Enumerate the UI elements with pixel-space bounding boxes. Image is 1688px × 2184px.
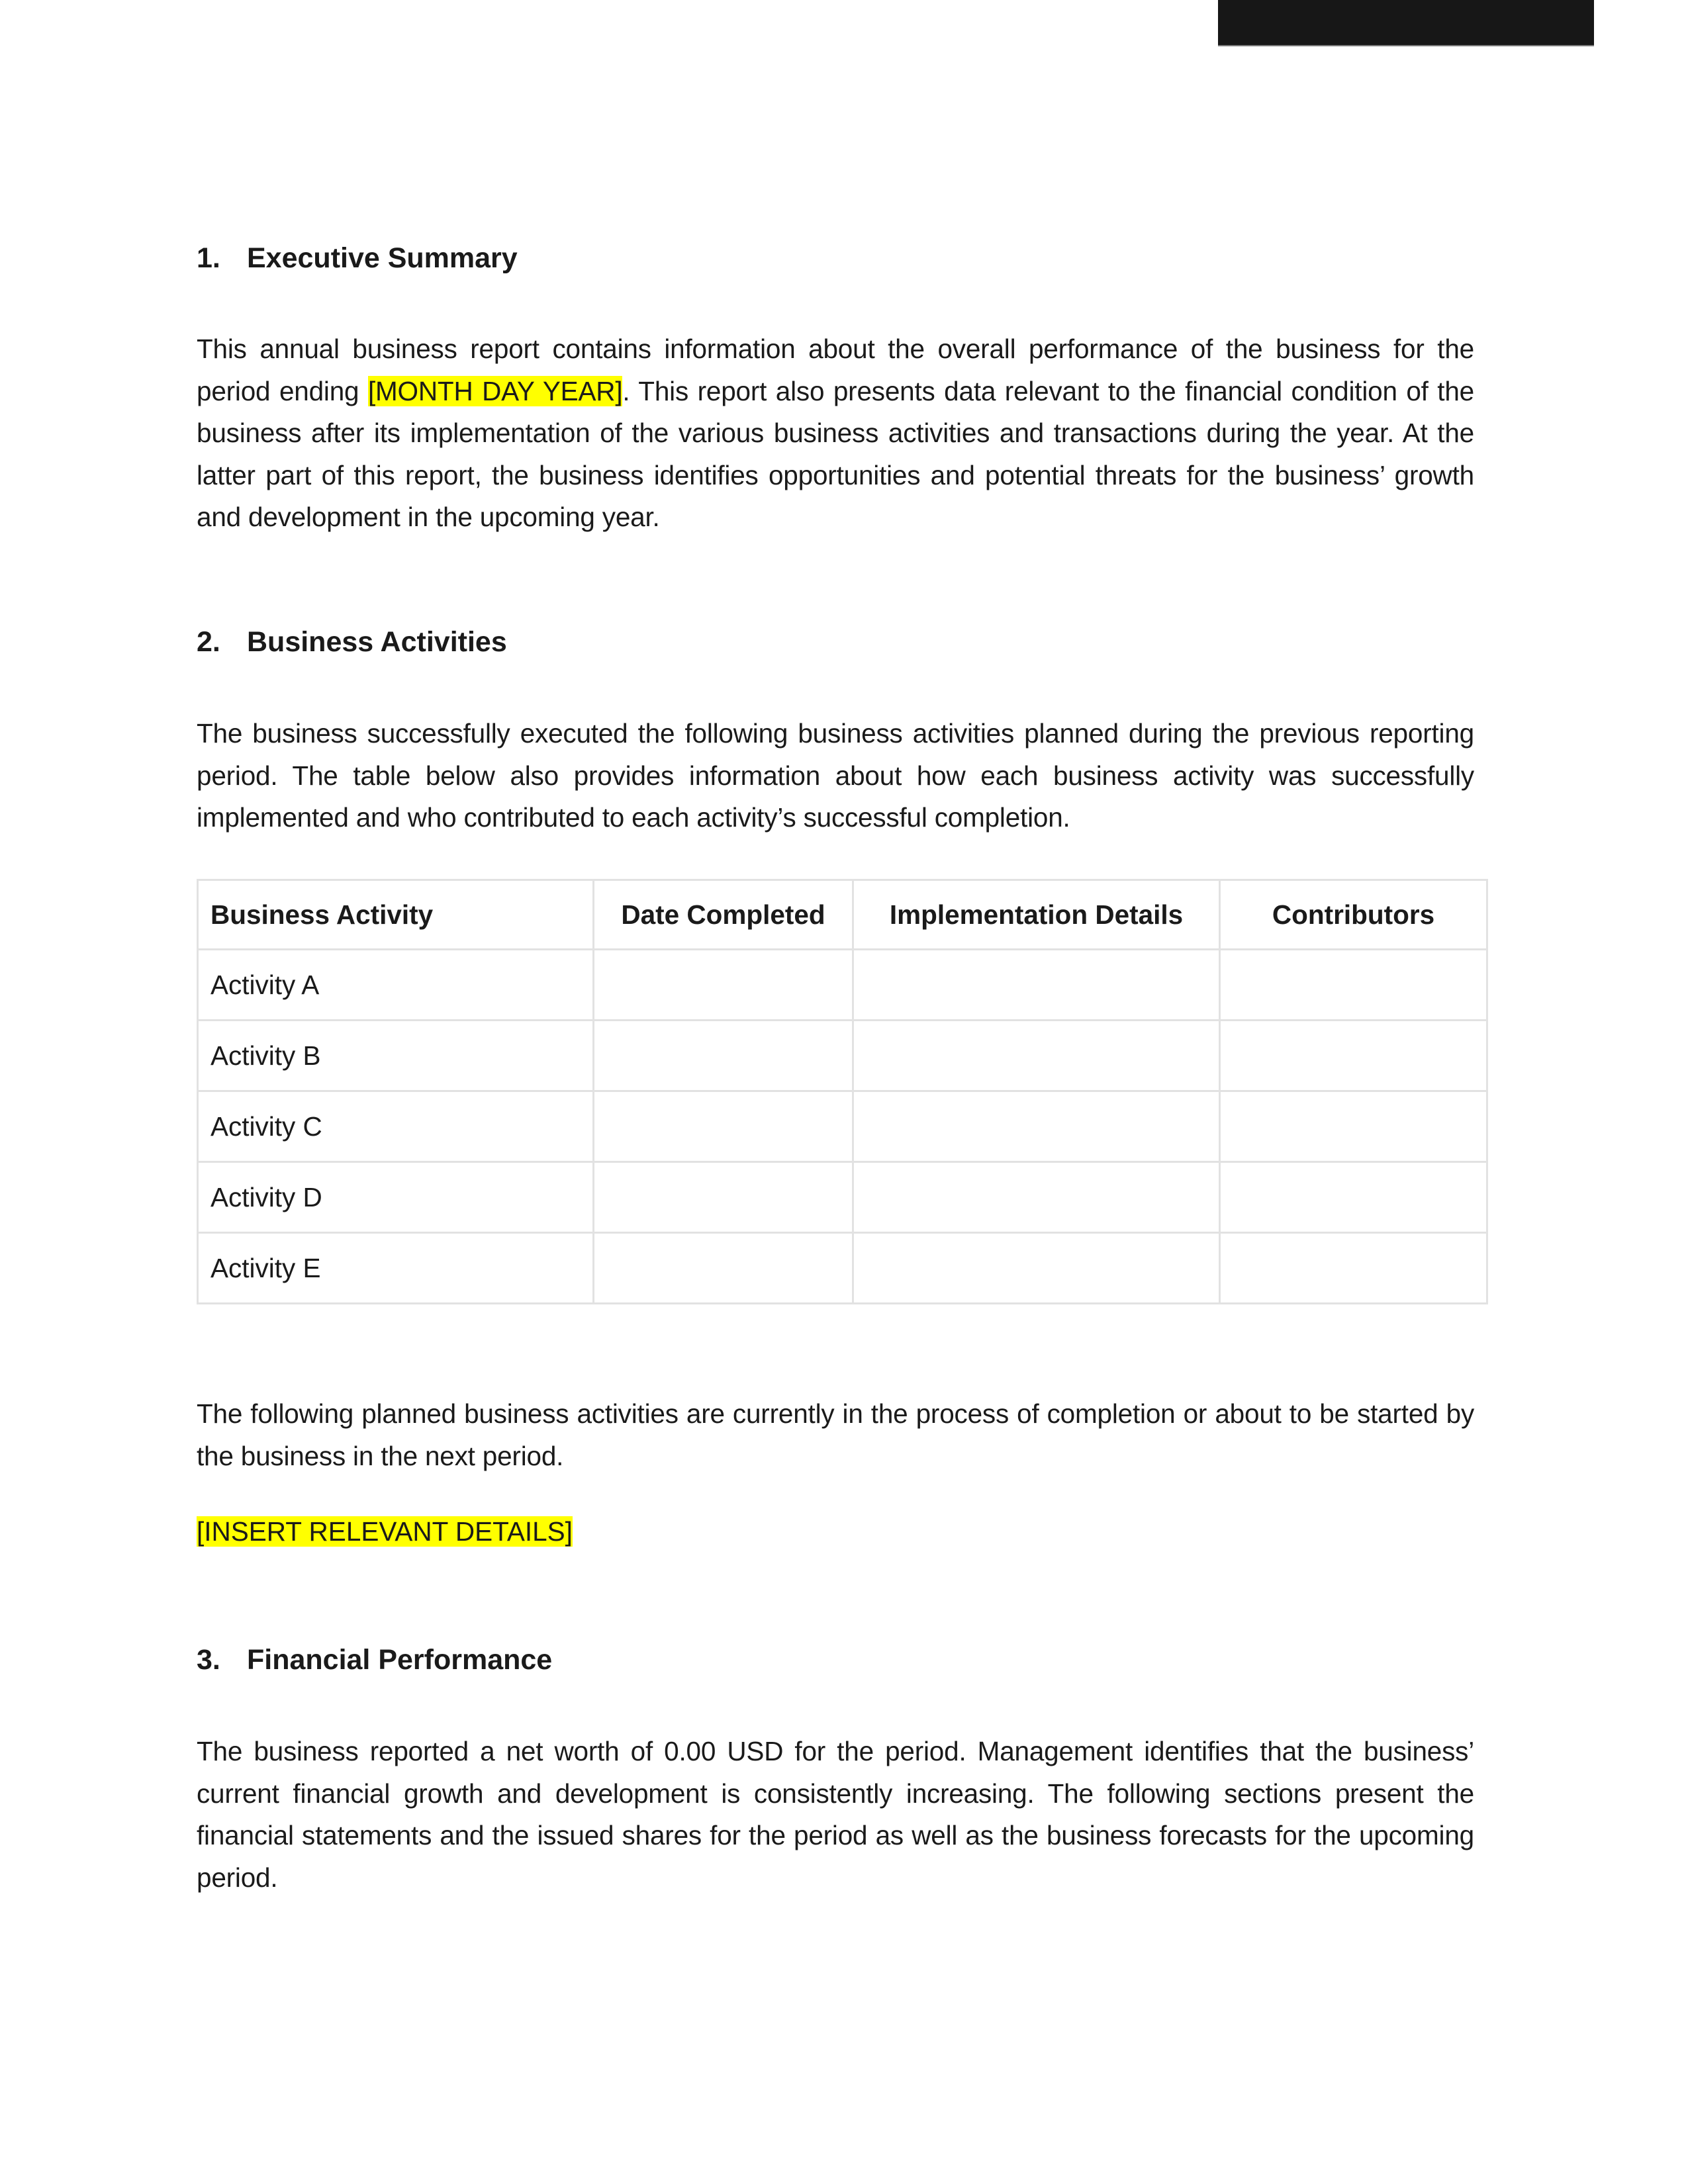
contributors-cell[interactable] [1220,1091,1487,1162]
contributors-cell[interactable] [1220,950,1487,1021]
financial-performance-paragraph: The business reported a net worth of 0.00 USD for the period. Management identifies that the business’ current financial growth and development is consistently increasing. The following sections present the financial statements and the issued shares for the period as well as the business forecasts for the upcoming period. [197,1736,1474,1893]
column-header-business-activity: Business Activity [198,880,594,950]
paragraph-text: This annual business report contains information about the overall performance of the business for the period ending [197,334,1474,406]
activity-name-cell[interactable]: Activity D [198,1162,594,1233]
section-title: Business Activities [247,626,507,658]
table-row [198,950,1487,1021]
column-header-contributors: Contributors [1220,880,1487,950]
date-completed-cell[interactable] [594,1091,853,1162]
insert-details-highlight[interactable]: [INSERT RELEVANT DETAILS] [197,1516,573,1547]
section-title: Executive Summary [247,242,518,274]
table-row [198,1162,1487,1233]
section-heading-financial-performance [197,1641,552,1678]
activity-name-cell[interactable]: Activity B [198,1021,594,1091]
section-heading-business-activities [197,623,507,660]
column-header-implementation-details: Implementation Details [853,880,1220,950]
section-title: Financial Performance [247,1644,553,1676]
implementation-details-cell[interactable] [853,950,1220,1021]
implementation-details-cell[interactable] [853,1091,1220,1162]
section-number: 3. [197,1644,220,1676]
section-heading-executive-summary [197,240,518,277]
executive-summary-paragraph [197,328,1474,539]
implementation-details-cell[interactable] [853,1162,1220,1233]
section-number: 2. [197,626,220,658]
insert-details-placeholder [197,1513,573,1550]
table-header-row [198,880,1487,950]
implementation-details-cell[interactable] [853,1233,1220,1304]
date-completed-cell[interactable] [594,1162,853,1233]
header-redaction-bar [1218,0,1594,46]
implementation-details-cell[interactable] [853,1021,1220,1091]
activity-name-cell[interactable]: Activity A [198,950,594,1021]
column-header-date-completed: Date Completed [594,880,853,950]
contributors-cell[interactable] [1220,1233,1487,1304]
business-activities-table [197,879,1488,1304]
contributors-cell[interactable] [1220,1021,1487,1091]
contributors-cell[interactable] [1220,1162,1487,1233]
date-completed-cell[interactable] [594,1021,853,1091]
paragraph-text: . This report also presents data relevant to the financial condition of the business after its implementation of the various business activities and transactions during the year. At the latter part of this report, the business identifies opportunities and potential threats for the business’ growth and development in the upcoming year. [197,375,1475,532]
table-row [198,1021,1487,1091]
activity-name-cell[interactable]: Activity E [198,1233,594,1304]
section-number: 1. [197,242,220,274]
date-completed-cell[interactable] [594,950,853,1021]
table-row [198,1091,1487,1162]
activity-name-cell[interactable]: Activity C [198,1091,594,1162]
table-row [198,1233,1487,1304]
business-activities-intro: The business successfully executed the following business activities planned during the previous reporting period. The table below also provides information about how each business activity was successfully implemented and who contributed to each activity’s successful completion. [197,718,1474,833]
date-completed-cell[interactable] [594,1233,853,1304]
planned-activities-paragraph: The following planned business activities are currently in the process of completion or about to be started by the business in the next period. [197,1398,1474,1471]
date-placeholder-highlight[interactable]: [MONTH DAY YEAR] [367,375,623,406]
